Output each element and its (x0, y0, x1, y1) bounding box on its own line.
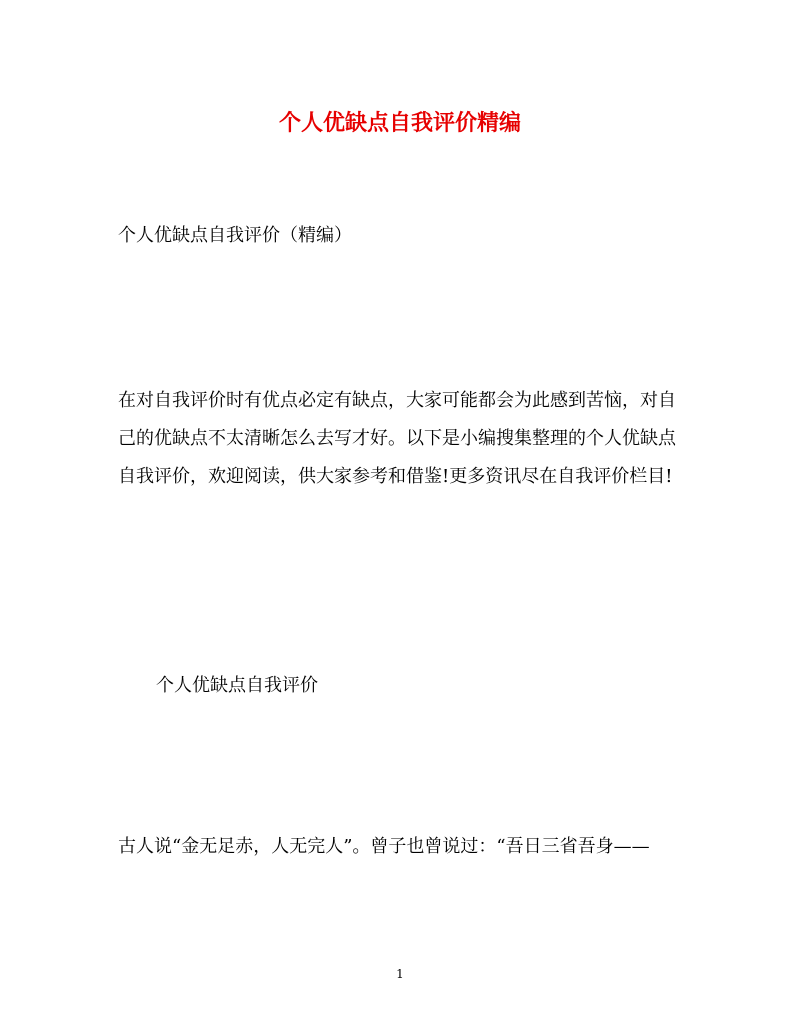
intro-paragraph: 在对自我评价时有优点必定有缺点，大家可能都会为此感到苦恼，对自己的优缺点不太清晰怎么去写才好。以下是小编搜集整理的个人优缺点自我评价，欢迎阅读，供大家参考和借鉴!更多资讯尽在自我评价栏目! (118, 390, 676, 487)
page-number: 1 (396, 967, 404, 981)
document-subtitle: 个人优缺点自我评价（精编） (118, 225, 352, 246)
document-title: 个人优缺点自我评价精编 (278, 110, 521, 136)
section-heading: 个人优缺点自我评价 (156, 675, 318, 696)
quote-paragraph: 古人说“金无足赤，人无完人”。曾子也曾说过：“吾日三省吾身—— (118, 836, 650, 857)
